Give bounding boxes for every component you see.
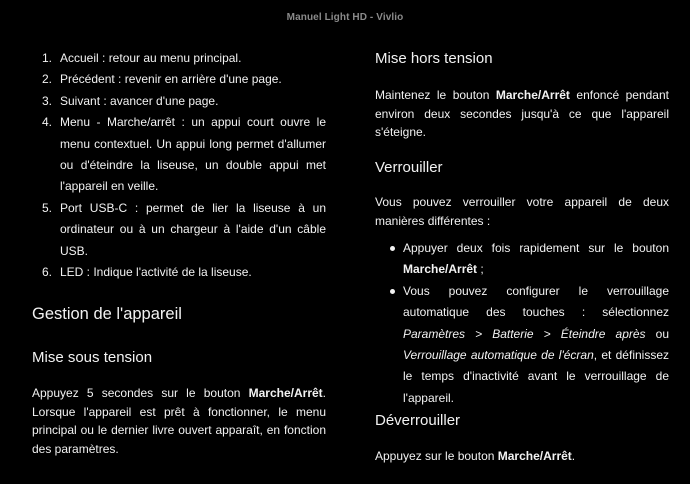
item-label: Suivant [60, 93, 101, 108]
list-item: 6. LED : Indique l'activité de la liseuse. [42, 265, 252, 280]
list-item: Vous pouvez configurer le verrouillage automatique des touches : sélectionnez Paramètres > Batterie > Éteindre après ou Verrouillage automatique de l'écran, et définissez le temps d'inactivité avant le verrouillage de l'appareil. [375, 281, 669, 409]
bullet-icon [390, 289, 395, 294]
power-off-text: Maintenez le bouton Marche/Arrêt enfoncé pendant environ deux secondes jusqu'à ce que l'appareil s'éteigne. [375, 88, 669, 139]
item-desc: : un appui court ouvre le menu contextuel. Un appui long permet d'allumer ou d'éteindre la liseuse, un double appui met l'appareil en veille. [60, 115, 326, 194]
power-off-heading: Mise hors tension [375, 50, 493, 67]
list-item: Appuyer deux fois rapidement sur le bouton Marche/Arrêt ; [375, 238, 669, 281]
unlock-text: Appuyez sur le bouton Marche/Arrêt. [375, 449, 576, 463]
lock-intro: Vous pouvez verrouiller votre appareil de deux manières différentes : [375, 195, 669, 228]
list-item: 4. Menu - Marche/arrêt : un appui court ouvre le menu contextuel. Un appui long permet d'allumer ou d'éteindre la liseuse, un double appui met l'appareil en veille. [42, 115, 326, 194]
section-heading: Gestion de l'appareil [32, 305, 182, 323]
item-label: Accueil [60, 51, 99, 65]
power-off-section [375, 50, 669, 142]
lock-methods-list [375, 238, 669, 409]
item-label: Port USB-C [60, 200, 128, 215]
left-column [32, 48, 326, 283]
lock-section [375, 159, 669, 409]
unlock-section [375, 412, 669, 466]
item-desc: : Indique l'activité de la liseuse. [83, 265, 252, 280]
window-title: Manuel Light HD - Vivlio [286, 12, 404, 23]
power-on-text: Appuyez 5 secondes sur le bouton Marche/Arrêt. Lorsque l'appareil est prêt à fonctionner, le menu principal ou le dernier livre ouvert apparaît, en fonction des paramètres. [32, 386, 326, 456]
item-desc: : avancer d'une page. [100, 93, 219, 108]
item-label: Précédent [60, 72, 115, 87]
list-item: 5. Port USB-C : permet de lier la liseuse à un ordinateur ou à un chargeur à l'aide d'un câble USB. [42, 200, 327, 258]
list-item: 1. Accueil : retour au menu principal. [42, 51, 242, 65]
unlock-heading: Déverrouiller [375, 412, 461, 429]
item-label: Menu - Marche/arrêt [60, 115, 176, 130]
device-controls-list [32, 48, 326, 283]
lock-heading: Verrouiller [375, 159, 443, 176]
item-desc: : retour au menu principal. [98, 51, 242, 65]
list-item: 3. Suivant : avancer d'une page. [42, 93, 219, 108]
list-item: 2. Précédent : revenir en arrière d'une page. [42, 72, 282, 87]
power-on-heading: Mise sous tension [32, 349, 153, 366]
power-on-section [32, 349, 326, 458]
item-desc: : revenir en arrière d'une page. [114, 72, 282, 87]
bullet-icon [390, 246, 395, 251]
item-label: LED [60, 265, 84, 280]
item-desc: : permet de lier la liseuse à un ordinateur ou à un chargeur à l'aide d'un câble USB. [60, 200, 327, 258]
